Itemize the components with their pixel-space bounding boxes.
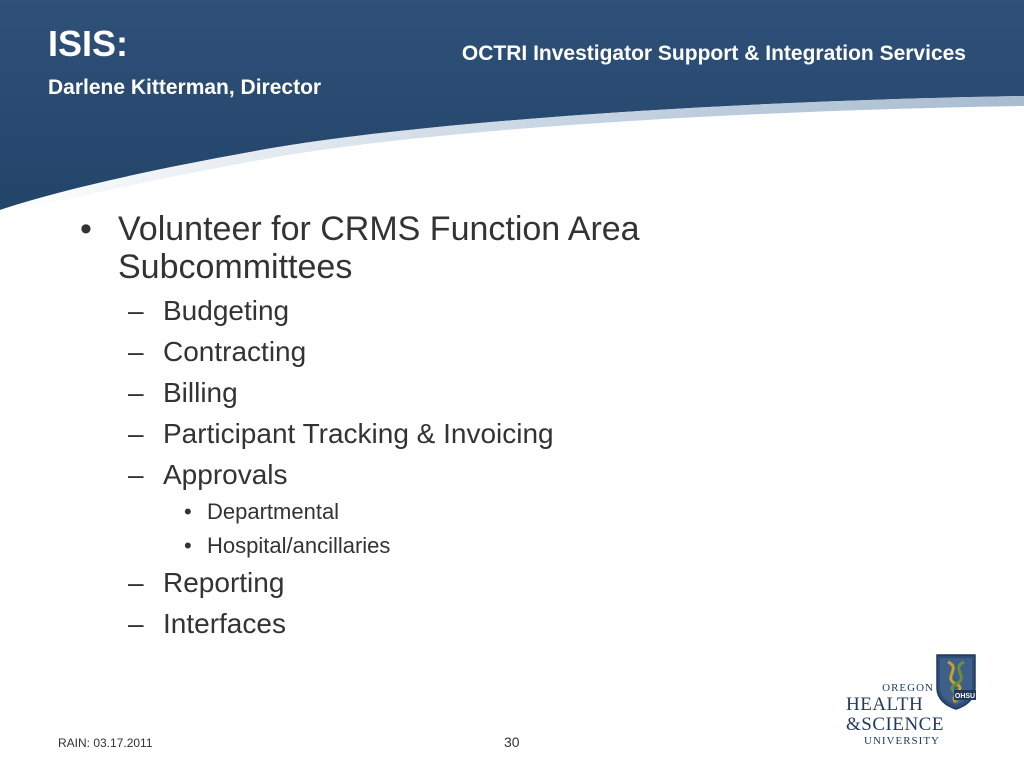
list-item-label: Participant Tracking & Invoicing — [163, 418, 554, 449]
dash-icon: – — [128, 567, 144, 598]
main-bullet-text: Volunteer for CRMS Function Area Subcommittees — [118, 210, 640, 286]
bullet-icon: • — [184, 499, 192, 524]
page-number: 30 — [504, 734, 520, 750]
list-item-label: Reporting — [163, 567, 285, 598]
list-item-label: Approvals — [163, 459, 288, 490]
ohsu-logo — [840, 652, 982, 752]
sub-list-item-label: Hospital/ancillaries — [207, 533, 391, 558]
bullet-icon: • — [184, 533, 192, 558]
dash-icon: – — [128, 295, 144, 326]
main-bullet-item — [80, 210, 760, 286]
list-item-label: Billing — [163, 377, 238, 408]
dash-icon: – — [128, 377, 144, 408]
list-item-interfaces — [128, 607, 286, 641]
sub-list-item-hospital — [184, 533, 390, 559]
list-item-label: Interfaces — [163, 608, 286, 639]
logo-text-science: &SCIENCE — [846, 714, 944, 735]
dash-icon: – — [128, 608, 144, 639]
footer-date: RAIN: 03.17.2011 — [58, 736, 153, 750]
sub-list-item-label: Departmental — [207, 499, 340, 524]
slide-title: ISIS: — [48, 23, 129, 64]
organization-name: OCTRI Investigator Support & Integration Services — [461, 42, 966, 65]
dash-icon: – — [128, 336, 144, 367]
ohsu-shield-icon — [934, 652, 978, 710]
list-item-contracting — [128, 335, 306, 369]
sub-list-item-departmental — [184, 499, 339, 525]
logo-text-oregon: OREGON — [882, 682, 934, 694]
dash-icon: – — [128, 418, 144, 449]
list-item-budgeting — [128, 294, 289, 328]
logo-badge-text: OHSU — [954, 693, 976, 700]
list-item-reporting — [128, 566, 284, 600]
slide-subtitle: Darlene Kitterman, Director — [48, 76, 322, 99]
logo-text-university: UNIVERSITY — [864, 735, 940, 747]
list-item-label: Contracting — [163, 336, 307, 367]
dash-icon: – — [128, 459, 144, 490]
list-item-participant-tracking — [128, 417, 554, 451]
logo-text-health: HEALTH — [846, 694, 924, 715]
list-item-approvals — [128, 458, 288, 492]
list-item-label: Budgeting — [163, 295, 290, 326]
bullet-icon: • — [80, 210, 92, 248]
list-item-billing — [128, 376, 238, 410]
